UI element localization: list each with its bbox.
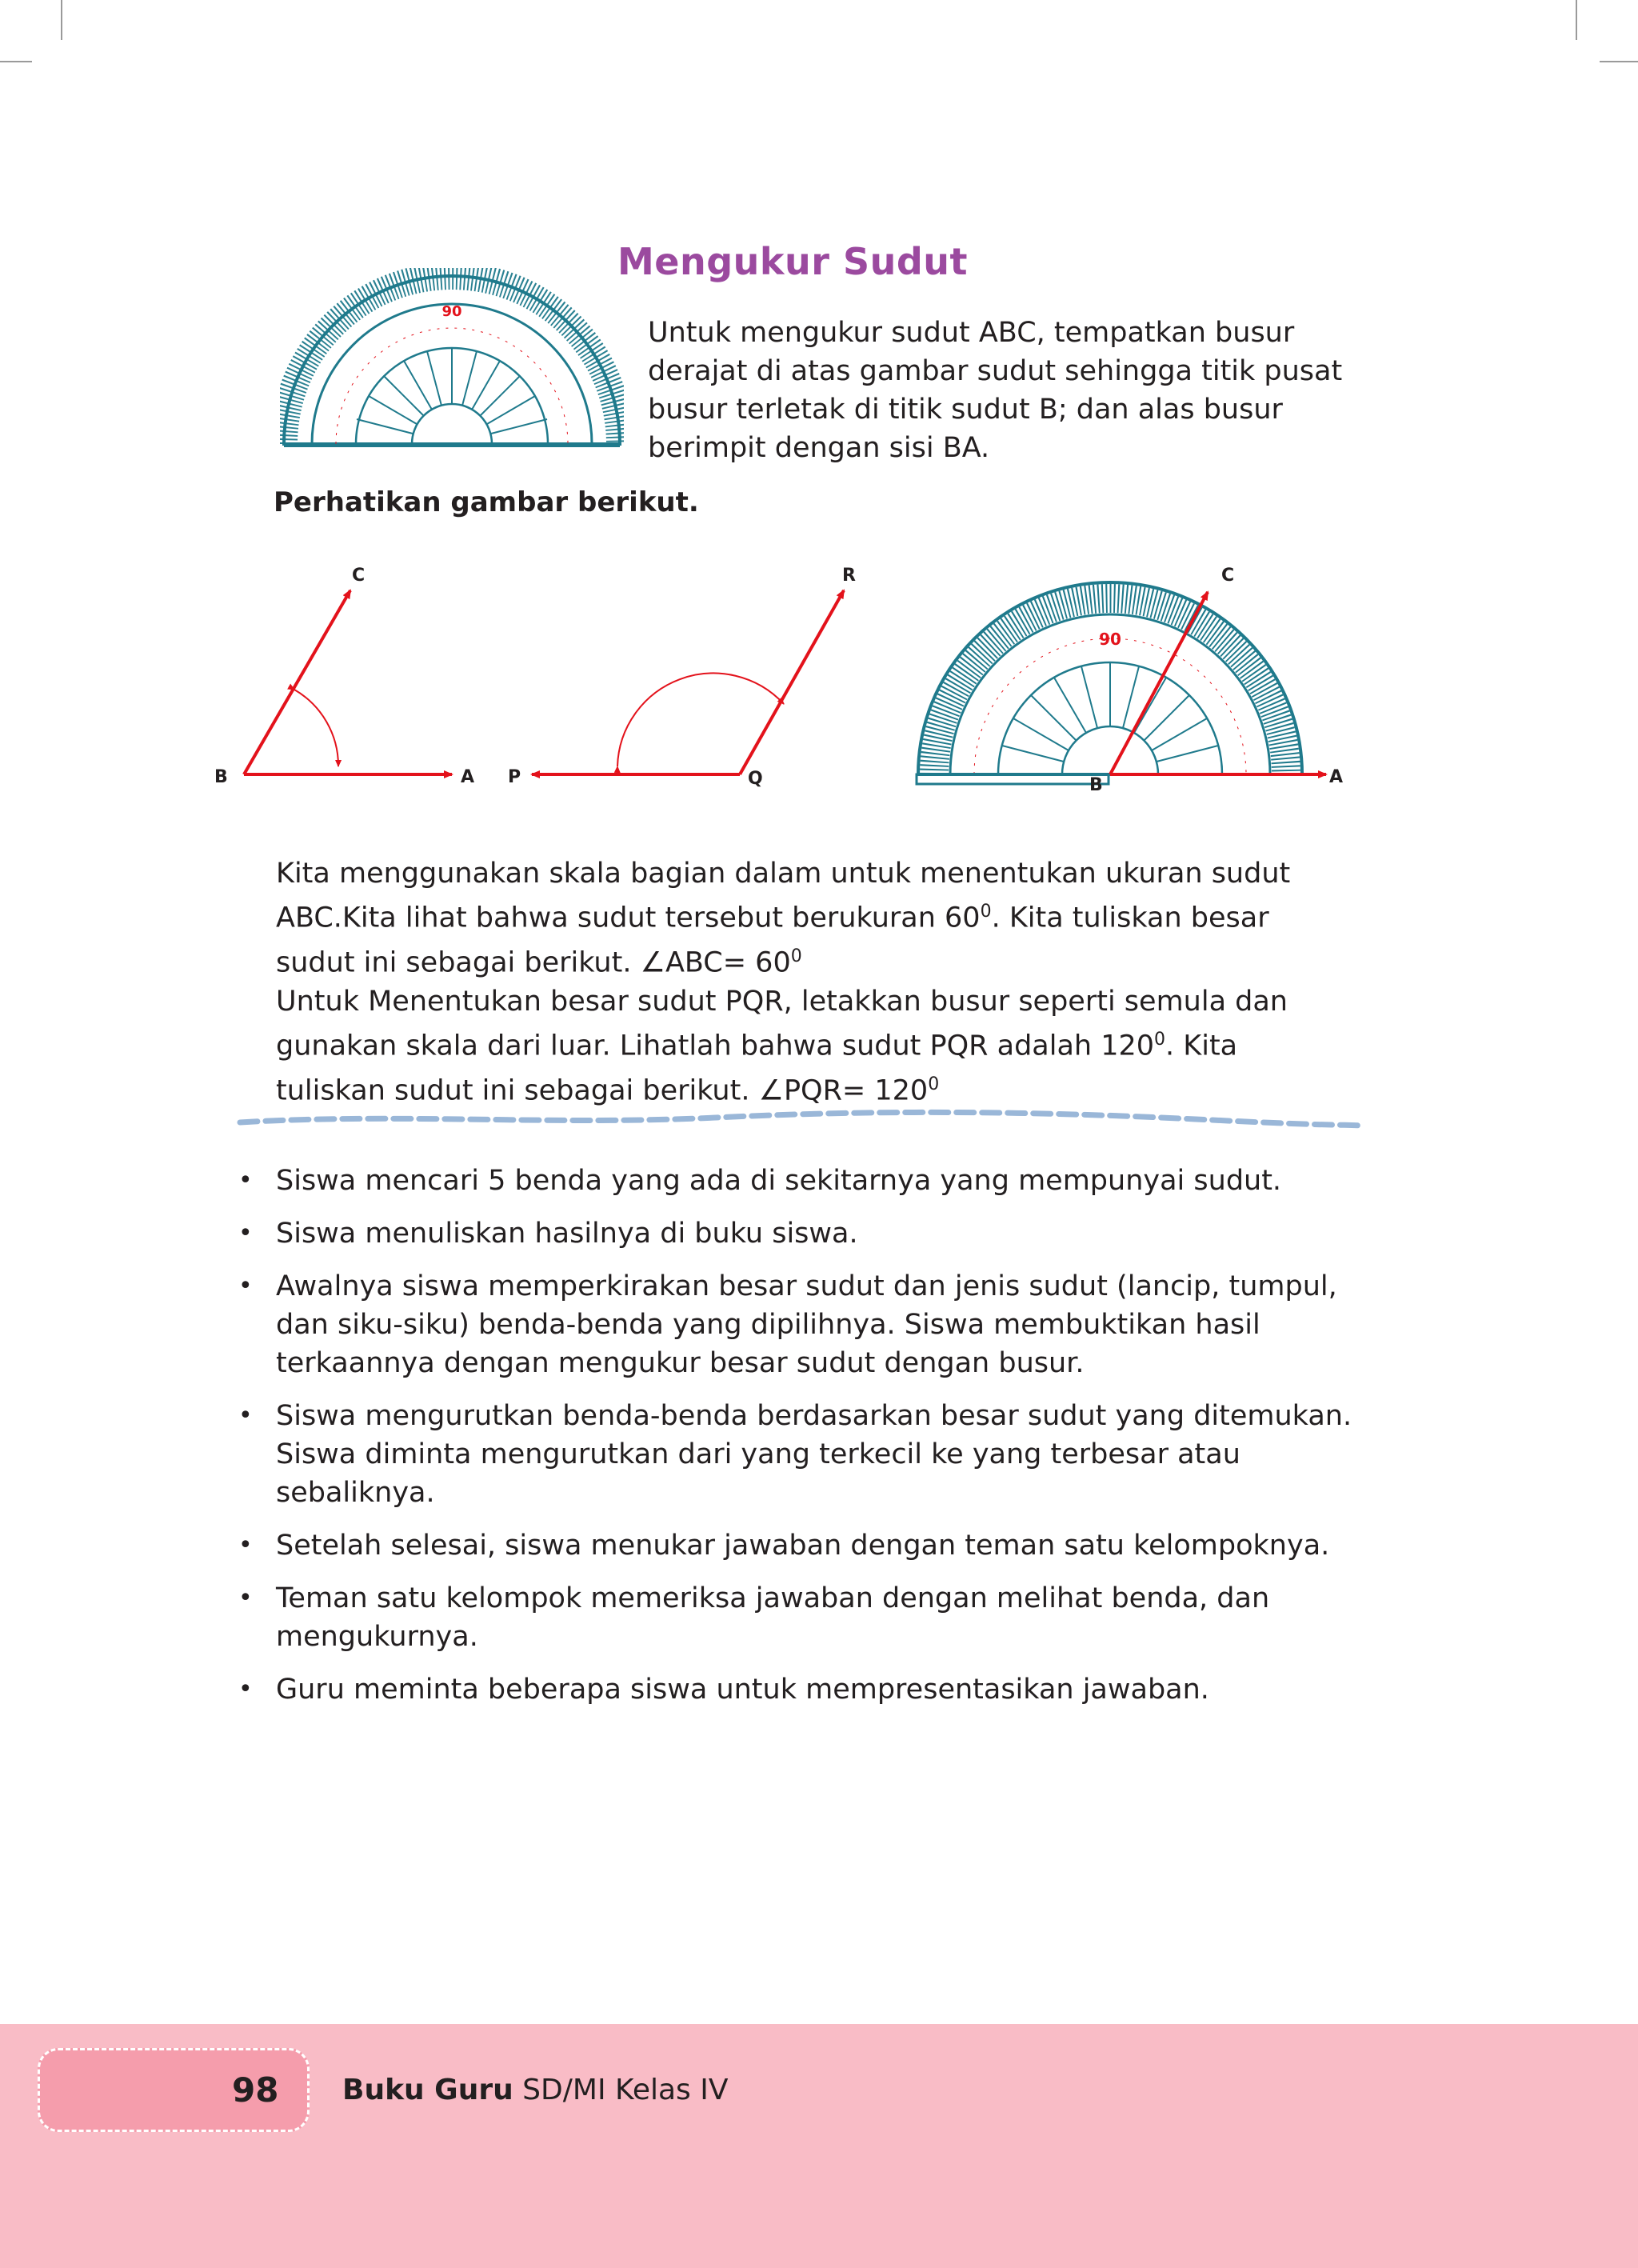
- point-label-a: A: [461, 767, 475, 787]
- svg-text:90: 90: [1099, 630, 1121, 649]
- list-item: • Guru meminta beberapa siswa untuk mempresentasikan jawaban.: [238, 1670, 1398, 1709]
- protractor-icon: [284, 276, 620, 446]
- intro-paragraph: Untuk mengukur sudut ABC, tempatkan busur derajat di atas gambar sudut sehingga titik pusat busur terletak di titik sudut B; dan alas busur berimpit dengan sisi BA.: [648, 317, 1343, 464]
- explanation-paragraph-2: Untuk Menentukan besar sudut PQR, letakkan busur seperti semula dan gunakan skala dari luar. Lihatlah bahwa sudut PQR adalah $120^0$. Kita tuliskan sudut ini sebagai berikut. ∠PQR= $120^0$: [276, 986, 1288, 1107]
- list-item: • Teman satu kelompok memeriksa jawaban dengan melihat benda, dan mengukurnya.: [238, 1579, 1398, 1656]
- point-label-p: P: [508, 767, 521, 787]
- protractor-label-a: A: [1329, 767, 1344, 787]
- protractor-label-c: C: [1221, 566, 1235, 586]
- list-item: • Siswa mencari 5 benda yang ada di sekitarnya yang mempunyai sudut.: [238, 1162, 1398, 1200]
- crop-mark: [0, 61, 32, 62]
- list-item: • Siswa menuliskan hasilnya di buku siswa.: [238, 1214, 1398, 1253]
- activity-list: [238, 1162, 1398, 1723]
- angle-abc-diagram: [214, 566, 474, 787]
- list-item: • Awalnya siswa memperkirakan besar sudut dan jenis sudut (lancip, tumpul, dan siku-siku) benda-benda yang dipilihnya. Siswa membuktikan hasil terkaannya dengan mengukur besar sudut dengan busur.: [238, 1267, 1398, 1382]
- list-item: • Setelah selesai, siswa menukar jawaban dengan teman satu kelompoknya.: [238, 1526, 1398, 1565]
- point-label-r: R: [842, 566, 856, 586]
- protractor-illustration: [280, 268, 624, 452]
- dashed-divider: [236, 1108, 1364, 1132]
- point-label-b: B: [214, 767, 228, 787]
- angle-figures: [208, 552, 1360, 808]
- lead-text: Perhatikan gambar berikut.: [274, 486, 699, 518]
- point-label-q: Q: [748, 769, 763, 789]
- page-title: Mengukur Sudut: [617, 240, 968, 283]
- point-label-c: C: [352, 566, 366, 586]
- protractor-measure-diagram: [917, 566, 1343, 795]
- protractor-label-b: B: [1089, 775, 1103, 795]
- angle-pqr-diagram: [508, 566, 856, 789]
- svg-text:90: 90: [441, 303, 462, 320]
- crop-mark: [1576, 0, 1577, 40]
- explanation-paragraph-1: Kita menggunakan skala bagian dalam untuk menentukan ukuran sudut ABC.Kita lihat bahwa sudut tersebut berukuran $60^0$. Kita tuliskan besar sudut ini sebagai berikut. ∠ABC= $60^0$: [276, 858, 1291, 979]
- crop-mark: [61, 0, 62, 40]
- list-item: • Siswa mengurutkan benda-benda berdasarkan besar sudut yang ditemukan. Siswa diminta mengurutkan dari yang terkecil ke yang terbesar atau sebaliknya.: [238, 1397, 1398, 1512]
- page-number: 98: [232, 2070, 279, 2110]
- crop-mark: [1600, 61, 1638, 62]
- book-title: Buku Guru SD/MI Kelas IV: [342, 2074, 729, 2106]
